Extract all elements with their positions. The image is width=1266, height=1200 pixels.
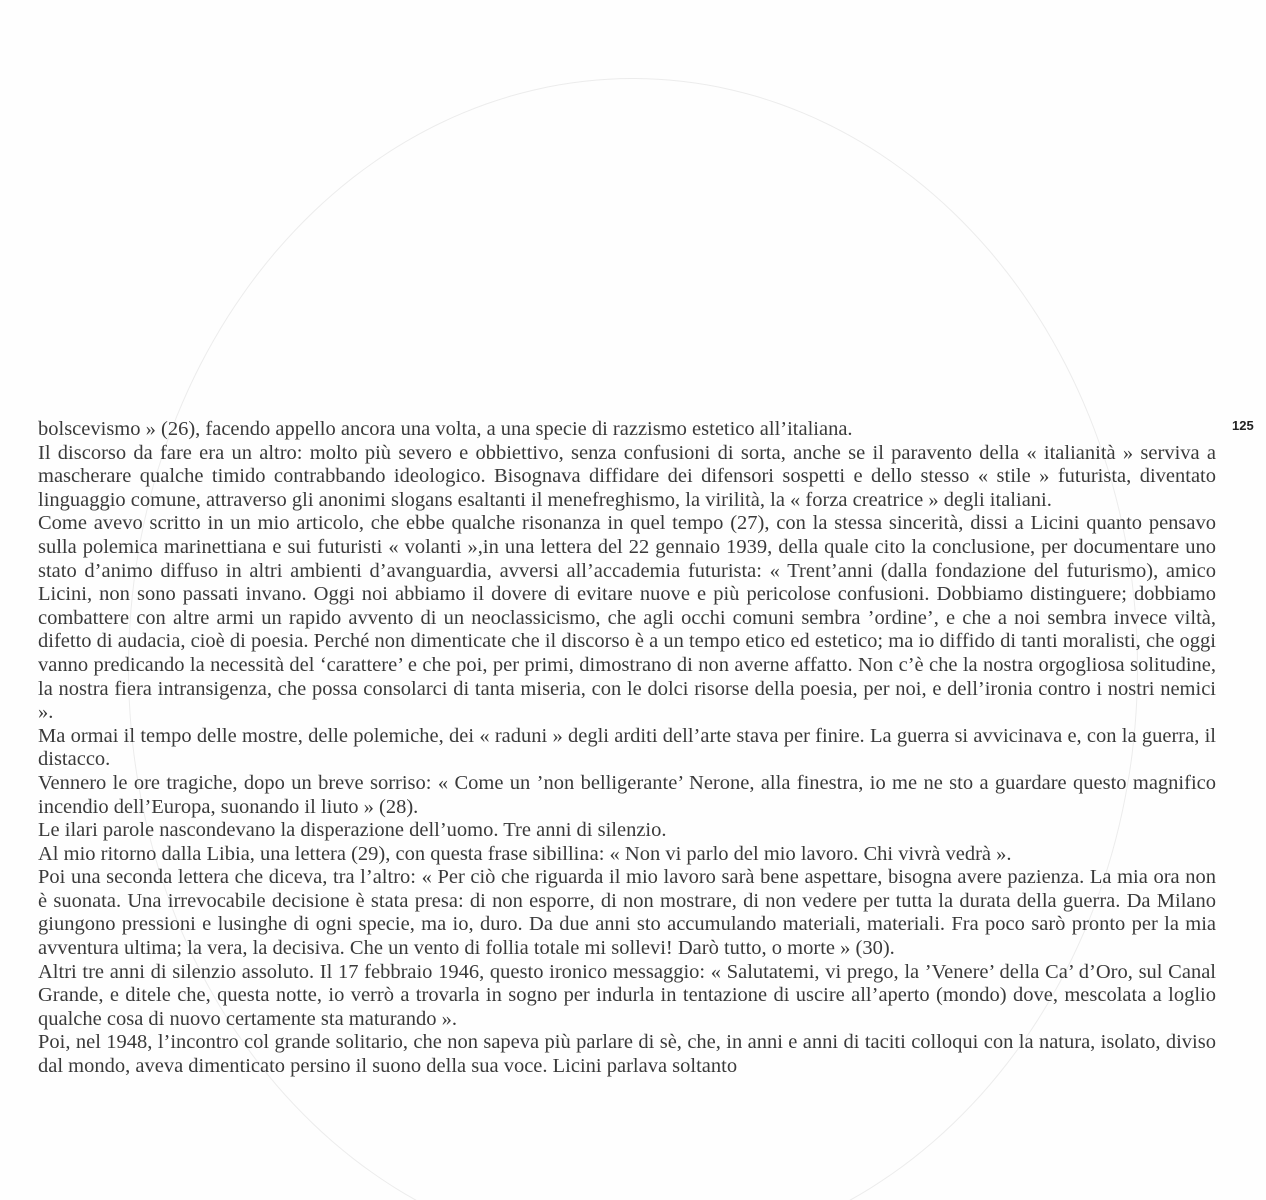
paragraph: Poi, nel 1948, l’incontro col grande solitario, che non sapeva più parlare di sè, che, in anni e anni di taciti colloqui con la natura, isolato, diviso dal mondo, aveva dimenticato persino il suono della sua voce. Licini parlava soltanto <box>38 1031 1216 1078</box>
paragraph: Altri tre anni di silenzio assoluto. Il 17 febbraio 1946, questo ironico messaggio: « Salutatemi, vi prego, la ’Venere’ della Ca’ d’Oro, sul Canal Grande, e ditele che, questa notte, io verrò a trovarla in sogno per indurla in tentazione di uscire all’aperto (mondo) dove, mescolata a loglio qualche cosa di nuovo certamente sta maturando ». <box>38 960 1216 1030</box>
paragraph: Vennero le ore tragiche, dopo un breve sorriso: « Come un ’non belligerante’ Nerone, alla finestra, io me ne sto a guardare questo magnifico incendio dell’Europa, suonando il liuto » (28). <box>38 771 1216 818</box>
paragraph: Come avevo scritto in un mio articolo, che ebbe qualche risonanza in quel tempo (27), con la stessa sincerità, dissi a Licini quanto pensavo sulla polemica marinettiana e sui futuristi « volanti »,in una lettera del 22 gennaio 1939, della quale cito la conclusione, per documentare uno stato d’animo diffuso in altri ambienti d’avanguardia, avversi all’accademia futurista: « Trent’anni (dalla fondazione del futurismo), amico Licini, non sono passati invano. Oggi noi abbiamo il dovere di evitare nuove e più pericolose confusioni. Dobbiamo distinguere; dobbiamo combattere con altre armi un rapido avvento di un neoclassicismo, che agli occhi comuni sembra ’ordine’, e che a noi sembra invece viltà, difetto di audacia, cioè di poesia. Perché non dimenticate che il discorso è a un tempo etico ed estetico; ma io diffido di tanti moralisti, che oggi vanno predicando la necessità del ‘carattere’ e che poi, per primi, dimostrano di non averne affatto. Non c’è che la nostra orgogliosa solitudine, la nostra fiera intransigenza, che possa consolarci di tanta miseria, con le dolci risorse della poesia, per noi, e dell’ironia contro i nostri nemici ». <box>38 512 1216 724</box>
paragraph: Poi una seconda lettera che diceva, tra l’altro: « Per ciò che riguarda il mio lavoro sarà bene aspettare, bisogna avere pazienza. La mia ora non è suonata. Una irrevocabile decisione è stata presa: di non esporre, di non mostrare, di non vedere per tutta la durata della guerra. Da Milano giungono pressioni e lusinghe di ogni specie, ma io, duro. Da due anni sto accumulando materiali, materiali. Fra poco sarò pronto per la mia avventura ultima; la vera, la decisiva. Che un vento di follia totale mi sollevi! Darò tutto, o morte » (30). <box>38 866 1216 960</box>
body-text <box>38 418 1216 1079</box>
paragraph: Al mio ritorno dalla Libia, una lettera (29), con questa frase sibillina: « Non vi parlo del mio lavoro. Chi vivrà vedrà ». <box>38 842 1012 865</box>
paragraph: Ma ormai il tempo delle mostre, delle polemiche, dei « raduni » degli arditi dell’arte stava per finire. La guerra si avvicinava e, con la guerra, il distacco. <box>38 724 1216 771</box>
paragraph: Il discorso da fare era un altro: molto più severo e obbiettivo, senza confusioni di sorta, anche se il paravento della « italianità » serviva a mascherare qualche timido contrabbando ideologico. Bisognava diffidare dei difensori sospetti e dello stesso « stile » futurista, diventato linguaggio comune, attraverso gli anonimi slogans esaltanti il menefreghismo, la virilità, la « forza creatrice » degli italiani. <box>38 441 1216 511</box>
page-number: 125 <box>1232 418 1254 433</box>
paragraph: Le ilari parole nascondevano la disperazione dell’uomo. Tre anni di silenzio. <box>38 819 667 842</box>
paragraph: bolscevismo » (26), facendo appello ancora una volta, a una specie di razzismo estetico all’italiana. <box>38 418 853 440</box>
